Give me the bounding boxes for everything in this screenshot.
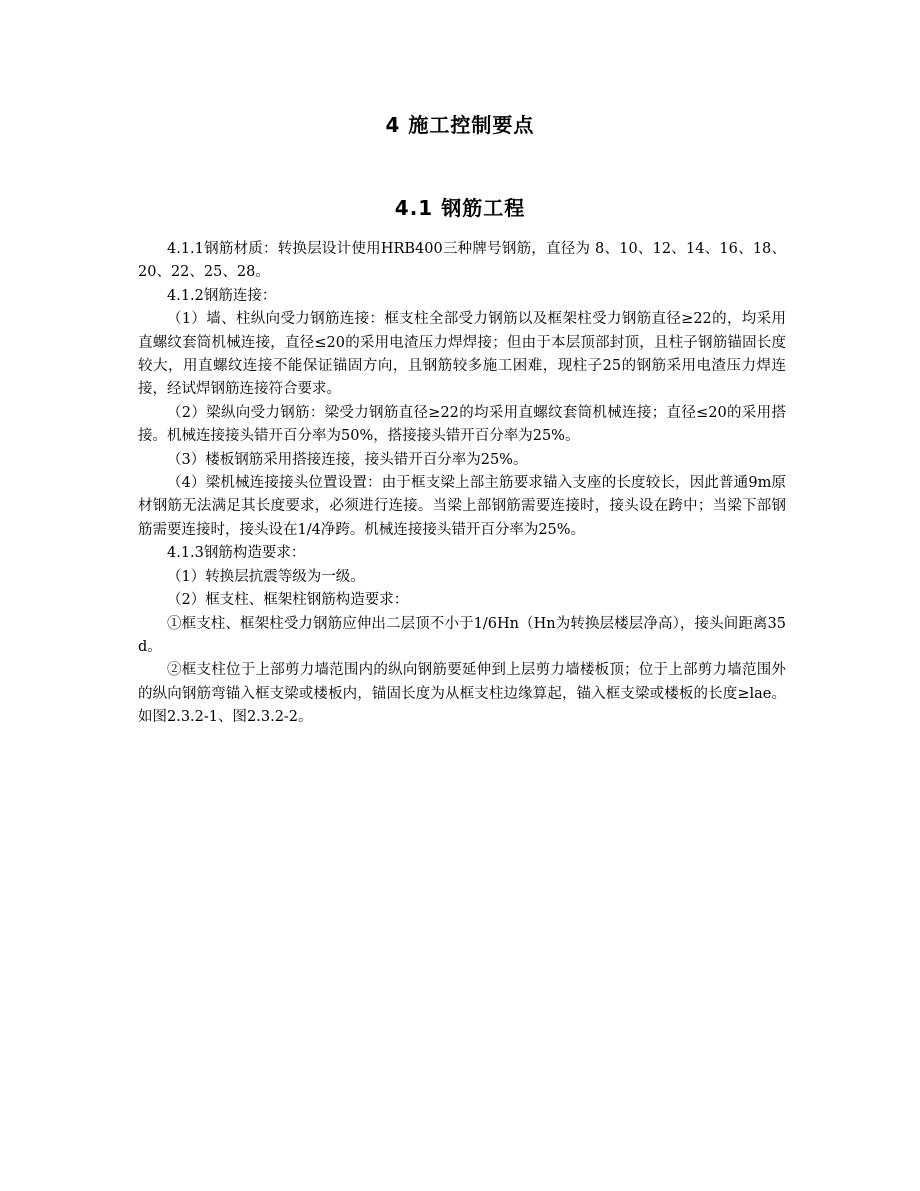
paragraph-item-2: ②框支柱位于上部剪力墙范围内的纵向钢筋要延伸到上层剪力墙楼板顶；位于上部剪力墙范围外的纵向钢筋弯锚入框支梁或楼板内，锚固长度为从框支柱边缘算起，锚入框支梁或楼板的长度≥lae。如图2.3.2-1、图2.3.2-2。: [138, 662, 786, 726]
paragraph-seismic-grade: （1）转换层抗震等级为一级。: [167, 568, 365, 585]
paragraph-column-rebar-connection: （1）墙、柱纵向受力钢筋连接：框支柱全部受力钢筋以及框架柱受力钢筋直径≥22的，均采用直螺纹套筒机械连接，直径≤20的采用电渣压力焊焊接；但由于本层顶部封顶，且柱子钢筋锚固长度较大，用直螺纹连接不能保证锚固方向，且钢筋较多施工困难，现柱子25的钢筋采用电渣压力焊连接，经试焊钢筋连接符合要求。: [138, 311, 786, 398]
paragraph-slab-rebar: （3）楼板钢筋采用搭接连接，接头错开百分率为25%。: [167, 451, 528, 468]
paragraph-beam-joint-position: （4）梁机械连接接头位置设置：由于框支梁上部主筋要求锚入支座的长度较长，因此普通9m原材钢筋无法满足其长度要求，必须进行连接。当梁上部钢筋需要连接时，接头设在跨中；当梁下部钢筋需要连接时，接头设在1/4净跨。机械连接接头错开百分率为25%。: [138, 475, 786, 538]
paragraph-item-1: ①框支柱、框架柱受力钢筋应伸出二层顶不小于1/6Hn（Hn为转换层楼层净高），接头间距离35d。: [138, 615, 786, 655]
chapter-title: 4 施工控制要点: [385, 113, 535, 137]
paragraph-beam-rebar: （2）梁纵向受力钢筋：梁受力钢筋直径≥22的均采用直螺纹套筒机械连接；直径≤20的采用搭接。机械连接接头错开百分率为50%，搭接接头错开百分率为25%。: [138, 404, 786, 445]
paragraph-4-1-3: 4.1.3钢筋构造要求：: [167, 545, 306, 562]
paragraph-column-rebar-requirements: （2）框支柱、框架柱钢筋构造要求：: [167, 592, 409, 609]
section-title: 4.1 钢筋工程: [394, 196, 526, 220]
body-text: [138, 238, 786, 730]
paragraph-4-1-1: 4.1.1钢筋材质：转换层设计使用HRB400三种牌号钢筋，直径为 8、10、12、14、16、18、20、22、25、28。: [138, 241, 786, 281]
paragraph-4-1-2: 4.1.2钢筋连接：: [167, 287, 277, 304]
